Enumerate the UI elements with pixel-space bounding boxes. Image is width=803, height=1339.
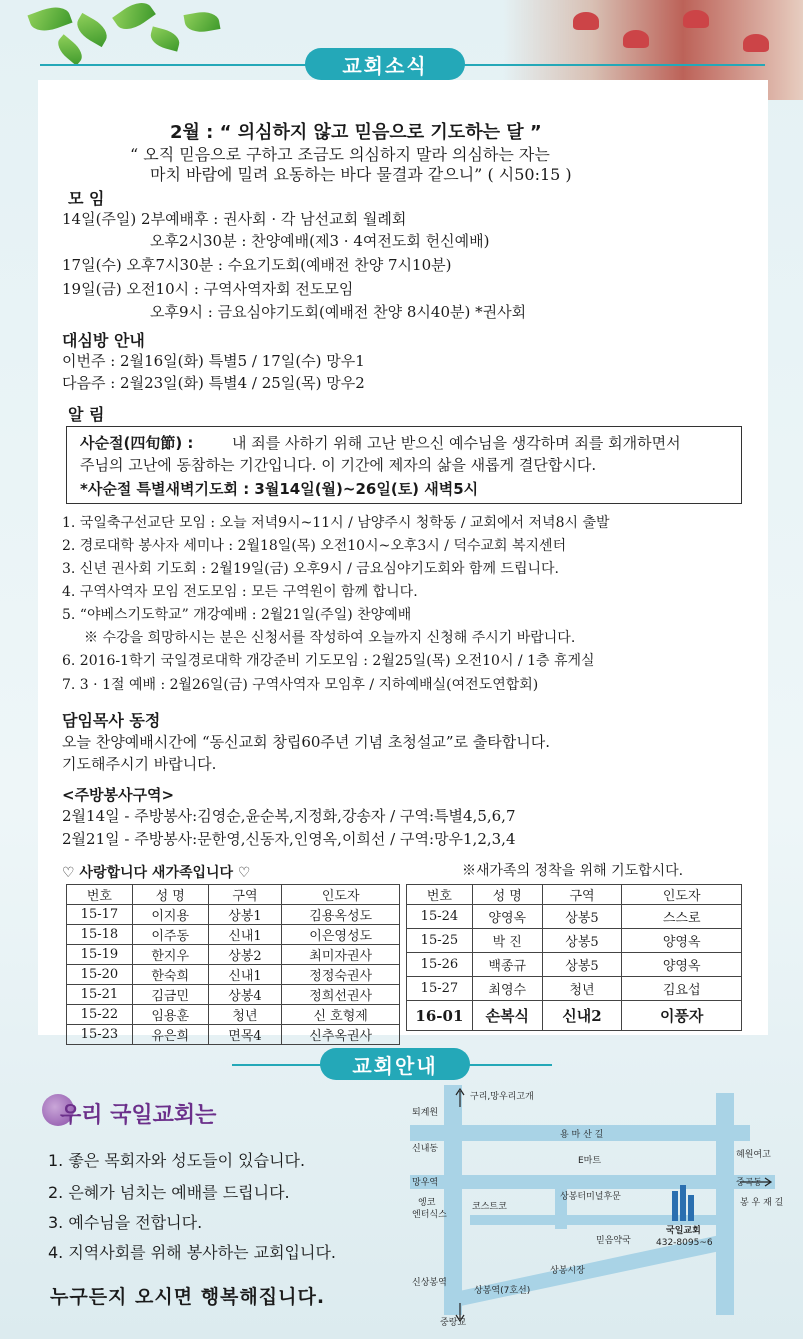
table-row	[67, 925, 400, 945]
cell: 정희선권사	[282, 985, 400, 1005]
table-header-row	[407, 885, 742, 905]
table-row	[67, 1005, 400, 1025]
newcomers-title: ♡ 사랑합니다 새가족입니다 ♡	[62, 865, 251, 881]
church-building-icon	[672, 1185, 694, 1221]
guide-item: 2. 은혜가 넘치는 예배를 드립니다.	[48, 1183, 290, 1202]
table-row	[407, 953, 742, 977]
visit-line: 다음주 : 2월23일(화) 특별4 / 25일(목) 망우2	[62, 374, 365, 392]
month-title: 2월 : “ 의심하지 않고 믿음으로 기도하는 달 ”	[170, 122, 542, 143]
cell: 상봉5	[542, 929, 622, 953]
cell: 김요섭	[622, 977, 742, 1001]
lent-line-3: *사순절 특별새벽기도회 : 3월14일(월)~26일(토) 새벽5시	[80, 480, 479, 498]
cell: 백종규	[472, 953, 542, 977]
verse-line-2: 마치 바람에 밀려 요동하는 바다 물결과 같으니” ( 시50:15 )	[150, 165, 572, 184]
cell: 15-24	[407, 905, 473, 929]
meeting-line: 19일(금) 오전10시 : 구역사역자회 전도모임	[62, 280, 354, 298]
label-jungnang: 중랑교	[440, 1318, 467, 1328]
label-toegyewon: 퇴계원	[412, 1108, 439, 1118]
table-row	[407, 1001, 742, 1031]
label-mideum: 믿음약국	[596, 1236, 631, 1246]
cell: 15-20	[67, 965, 133, 985]
cell: 신내2	[542, 1001, 622, 1031]
col-header: 인도자	[282, 885, 400, 905]
newcomers-table-right	[406, 884, 742, 1031]
cell: 면목4	[208, 1025, 282, 1045]
cell: 김용옥성도	[282, 905, 400, 925]
label-phone: 432-8095~6	[656, 1238, 713, 1248]
cell: 박 진	[472, 929, 542, 953]
label-yongmasan: 용 마 산 길	[560, 1130, 604, 1140]
cell: 유은희	[132, 1025, 208, 1045]
notice-item: 3. 신년 권사회 기도회 : 2월19일(금) 오후9시 / 금요심야기도회와 함께 드립니다.	[62, 561, 559, 577]
col-header: 번호	[67, 885, 133, 905]
visit-title: 대심방 안내	[62, 331, 145, 350]
label-sinsangbong: 신상봉역	[412, 1278, 447, 1288]
cell: 15-25	[407, 929, 473, 953]
label-sangbong-terminal: 상봉터미널후문	[560, 1192, 621, 1202]
cell: 이지용	[132, 905, 208, 925]
guide-item: 4. 지역사회를 위해 봉사하는 교회입니다.	[48, 1243, 336, 1262]
cell: 김금민	[132, 985, 208, 1005]
pastor-title: 담임목사 동정	[62, 711, 161, 730]
table-row	[67, 965, 400, 985]
cell: 15-27	[407, 977, 473, 1001]
label-sangbong-st: 상봉역(7호선)	[474, 1286, 531, 1296]
table-row	[407, 905, 742, 929]
notices-title: 알 림	[68, 405, 105, 424]
news-header: 교회소식	[305, 48, 465, 80]
lent-label: 사순절(四旬節) :	[80, 434, 194, 452]
cell: 최영수	[472, 977, 542, 1001]
label-church: 국일교회	[666, 1226, 701, 1236]
col-header: 성 명	[132, 885, 208, 905]
cell: 정정숙권사	[282, 965, 400, 985]
church-map	[410, 1085, 784, 1330]
cell: 이주동	[132, 925, 208, 945]
label-encore-2: 엔터식스	[412, 1210, 447, 1220]
notice-item: 1. 국일축구선교단 모임 : 오늘 저녁9시~11시 / 남양주시 청학동 / 교회에서 저녁8시 출발	[62, 515, 610, 531]
cell: 신내1	[208, 925, 282, 945]
pastor-line-2: 기도해주시기 바랍니다.	[62, 755, 217, 773]
cell: 임용훈	[132, 1005, 208, 1025]
newcomers-table-left	[66, 884, 400, 1045]
kitchen-line-2: 2월21일 - 주방봉사:문한영,신동자,인영옥,이희선 / 구역:망우1,2,3,4	[62, 830, 516, 848]
notice-item: 7. 3 · 1절 예배 : 2월26일(금) 구역사역자 모임후 / 지하예배실(여전도연합회)	[62, 677, 539, 693]
label-costco: 코스트코	[472, 1202, 507, 1212]
table-row	[67, 1025, 400, 1045]
cell: 한지우	[132, 945, 208, 965]
cell: 청년	[208, 1005, 282, 1025]
table-row	[407, 977, 742, 1001]
meeting-line: 17일(수) 오후7시30분 : 수요기도회(예배전 찬양 7시10분)	[62, 256, 452, 274]
table-row	[67, 905, 400, 925]
cell: 스스로	[622, 905, 742, 929]
cell: 15-21	[67, 985, 133, 1005]
label-sangbong-market: 상봉시장	[550, 1266, 585, 1276]
label-bongujae: 봉 우 재 길	[740, 1198, 784, 1208]
leaf-decoration	[0, 0, 230, 70]
cell: 신추옥권사	[282, 1025, 400, 1045]
cell: 신 호형제	[282, 1005, 400, 1025]
cell: 상봉5	[542, 953, 622, 977]
guide-item: 3. 예수님을 전합니다.	[48, 1213, 203, 1232]
cell: 손복식	[472, 1001, 542, 1031]
col-header: 인도자	[622, 885, 742, 905]
label-sinnae: 신내동	[412, 1144, 439, 1154]
newcomers-note: ※새가족의 정착을 위해 기도합시다.	[462, 863, 684, 879]
cell: 15-19	[67, 945, 133, 965]
table-row	[67, 985, 400, 1005]
meetings-title: 모 임	[68, 189, 105, 208]
label-hyewon: 혜원여고	[736, 1150, 771, 1160]
cell: 상봉4	[208, 985, 282, 1005]
table-row	[67, 945, 400, 965]
cell: 상봉1	[208, 905, 282, 925]
cell: 15-22	[67, 1005, 133, 1025]
church-title: 우리 국일교회는	[60, 1103, 217, 1128]
label-encore-1: 엥코	[418, 1198, 436, 1208]
table-header-row	[67, 885, 400, 905]
notice-item: ※ 수강을 희망하시는 분은 신청서를 작성하여 오늘까지 신청해 주시기 바랍니다.	[84, 630, 576, 646]
cell: 한숙희	[132, 965, 208, 985]
guide-header: 교회안내	[320, 1048, 470, 1080]
label-mangu-st: 망우역	[412, 1178, 439, 1188]
col-header: 성 명	[472, 885, 542, 905]
road-vertical-right	[716, 1093, 734, 1315]
table-row	[407, 929, 742, 953]
col-header: 구역	[542, 885, 622, 905]
lent-line-1: 내 죄를 사하기 위해 고난 받으신 예수님을 생각하며 죄를 회개하면서	[232, 434, 681, 452]
cell: 신내1	[208, 965, 282, 985]
kitchen-title: <주방봉사구역>	[62, 786, 175, 804]
label-guri: 구리,망우리고개	[470, 1092, 534, 1102]
notice-item: 4. 구역사역자 모임 전도모임 : 모든 구역원이 함께 합니다.	[62, 584, 418, 600]
cell: 양영옥	[472, 905, 542, 929]
cell: 15-18	[67, 925, 133, 945]
col-header: 번호	[407, 885, 473, 905]
notice-item: 6. 2016-1학기 국일경로대학 개강준비 기도모임 : 2월25일(목) 오전10시 / 1층 휴게실	[62, 653, 595, 669]
cell: 16-01	[407, 1001, 473, 1031]
label-emart: E마트	[578, 1156, 602, 1166]
kitchen-line-1: 2월14일 - 주방봉사:김영순,윤순복,지정화,강송자 / 구역:특별4,5,6,7	[62, 807, 516, 825]
verse-line-1: “ 오직 믿음으로 구하고 조금도 의심하지 말라 의심하는 자는	[130, 145, 550, 164]
notice-item: 2. 경로대학 봉사자 세미나 : 2월18일(목) 오전10시~오후3시 / 덕수교회 복지센터	[62, 538, 567, 554]
label-junggok: 중곡동	[736, 1178, 763, 1188]
pastor-line-1: 오늘 찬양예배시간에 “동신교회 창립60주년 기념 초청설교”로 출타합니다.	[62, 733, 551, 751]
guide-item: 1. 좋은 목회자와 성도들이 있습니다.	[48, 1151, 306, 1170]
cell: 청년	[542, 977, 622, 1001]
meeting-line: 오후2시30분 : 찬양예배(제3 · 4여전도회 헌신예배)	[150, 232, 490, 250]
notice-item: 5. “야베스기도학교” 개강예배 : 2월21일(주일) 찬양예배	[62, 607, 412, 623]
lent-line-2: 주님의 고난에 동참하는 기간입니다. 이 기간에 제자의 삶을 새롭게 결단합시다.	[80, 456, 597, 474]
cell: 최미자권사	[282, 945, 400, 965]
cell: 상봉2	[208, 945, 282, 965]
cell: 15-23	[67, 1025, 133, 1045]
guide-closing: 누구든지 오시면 행복해집니다.	[50, 1286, 326, 1308]
meeting-line: 오후9시 : 금요심야기도회(예배전 찬양 8시40분) *권사회	[150, 303, 527, 321]
visit-line: 이번주 : 2월16일(화) 특별5 / 17일(수) 망우1	[62, 352, 365, 370]
meeting-line: 14일(주일) 2부예배후 : 권사회 · 각 남선교회 월례회	[62, 210, 407, 228]
cell: 이풍자	[622, 1001, 742, 1031]
cell: 15-26	[407, 953, 473, 977]
cell: 양영옥	[622, 953, 742, 977]
cell: 상봉5	[542, 905, 622, 929]
cell: 양영옥	[622, 929, 742, 953]
cell: 15-17	[67, 905, 133, 925]
cell: 이은영성도	[282, 925, 400, 945]
col-header: 구역	[208, 885, 282, 905]
